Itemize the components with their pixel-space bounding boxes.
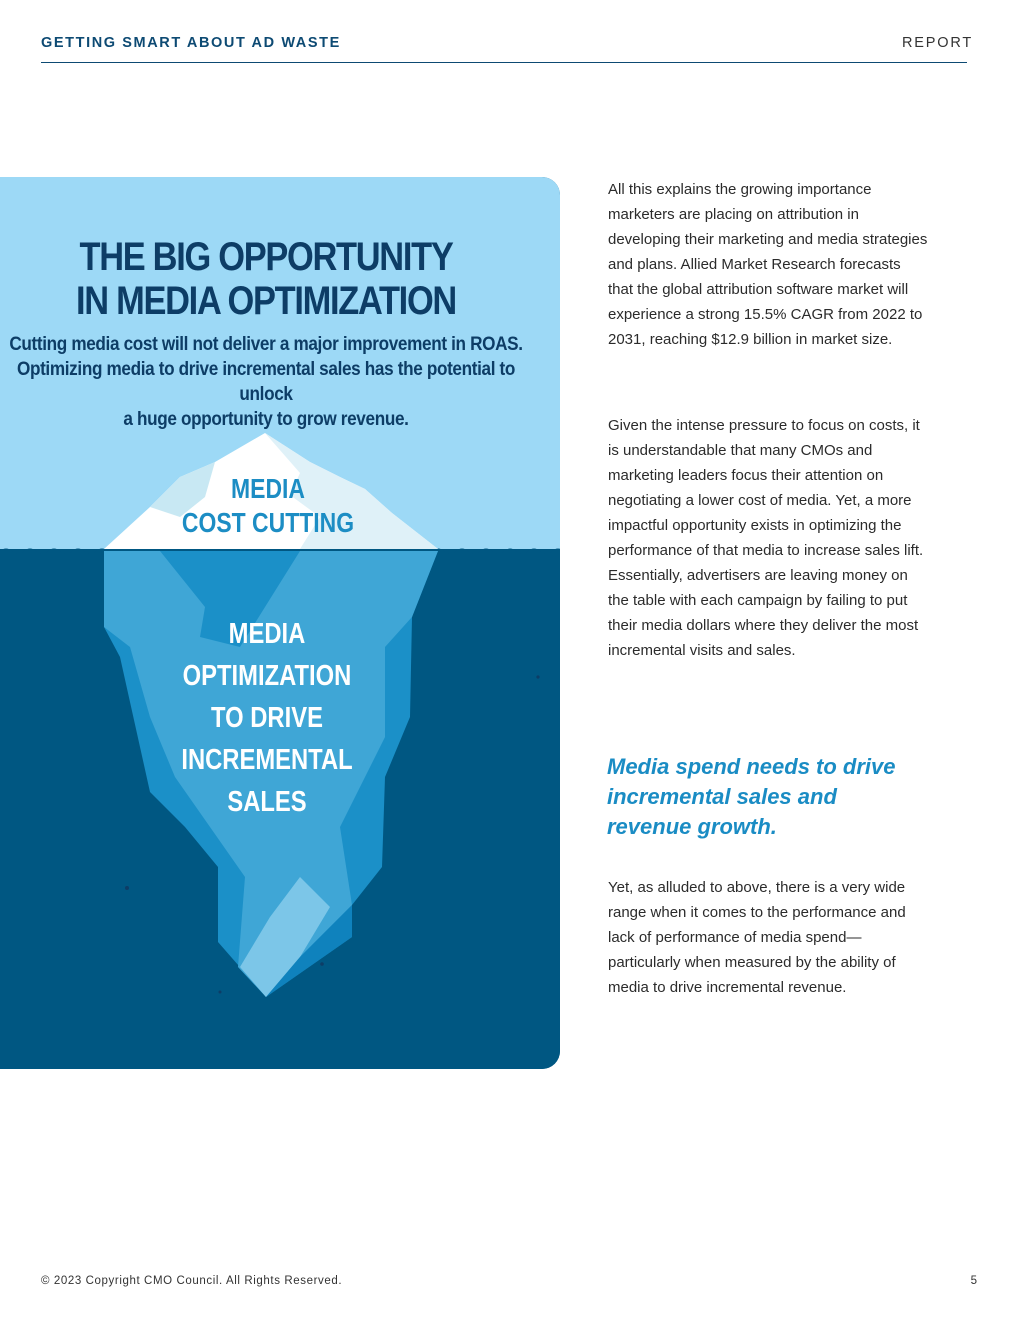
water-speck [320, 962, 324, 966]
water-speck [219, 991, 222, 994]
infographic-title [37, 235, 495, 323]
infographic-subtitle-line: a huge opportunity to grow revenue. [123, 408, 409, 430]
body-paragraph-performance-range: Yet, as alluded to above, there is a very wide range when it comes to the performance and lack of performance of media spend—particularly when measured by the ability of media to drive incremental revenue. [608, 879, 906, 996]
iceberg-base-label-line: MEDIA [228, 618, 306, 650]
infographic-title-line: THE BIG OPPORTUNITY [79, 235, 453, 279]
iceberg-base-label-line: INCREMENTAL [181, 744, 353, 776]
page-number: 5 [970, 1275, 977, 1287]
iceberg-tip-label [170, 472, 367, 540]
iceberg-tip-label-line: MEDIA [230, 473, 305, 504]
report-label: REPORT [902, 35, 973, 51]
infographic-title-line: IN MEDIA OPTIMIZATION [76, 279, 456, 323]
iceberg-base-label-line: SALES [227, 786, 307, 818]
water-speck [536, 675, 539, 678]
pull-quote: Media spend needs to drive incremental sales and revenue growth. [607, 754, 896, 839]
iceberg-infographic [0, 177, 560, 1069]
infographic-subtitle-line: Optimizing media to drive incremental sales has the potential to unlock [16, 358, 516, 405]
iceberg-base-label-line: OPTIMIZATION [182, 660, 352, 692]
iceberg-tip-label-line: COST CUTTING [181, 507, 355, 538]
body-paragraph-attribution: All this explains the growing importance marketers are placing on attribution in developing their marketing and media strategies and plans. Allied Market Research forecasts that the global attribution software market will experience a strong 15.5% CAGR from 2022 to 2031, reaching $12.9 billion in market size. [608, 181, 928, 348]
iceberg-base-label [152, 613, 382, 823]
footer-copyright: © 2023 Copyright CMO Council. All Rights Reserved. [41, 1275, 343, 1287]
water-speck [125, 886, 129, 890]
body-paragraph-cost-pressure: Given the intense pressure to focus on costs, it is understandable that many CMOs and marketing leaders focus their attention on negotiating a lower cost of media. Yet, a more impactful opportunity exists in optimizing the performance of that media to increase sales lift. Essentially, advertisers are leaving money on the table with each campaign by failing to put their media dollars where they deliver the most incremental visits and sales. [608, 417, 924, 659]
header-divider [41, 62, 967, 63]
report-title: GETTING SMART ABOUT AD WASTE [41, 35, 341, 51]
iceberg-base-label-line: TO DRIVE [211, 702, 323, 734]
infographic-subtitle-line: Cutting media cost will not deliver a major improvement in ROAS. [9, 333, 523, 355]
infographic-subtitle [0, 332, 535, 432]
